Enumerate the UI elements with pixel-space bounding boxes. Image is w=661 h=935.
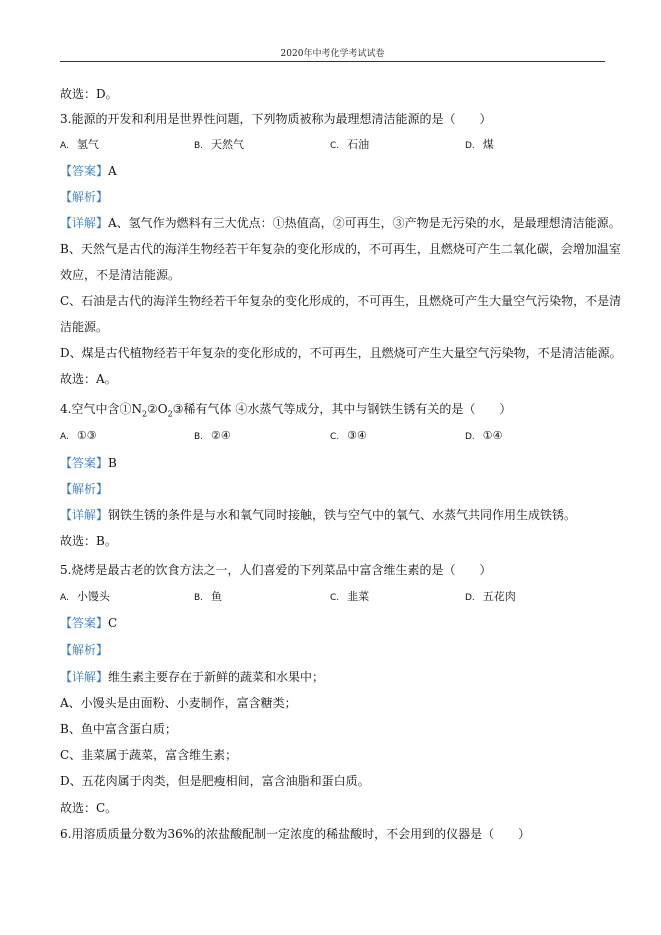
conclusion-q3: 故选：A。 xyxy=(60,372,117,386)
detail-q3-b: B、天然气是古代的海洋生物经若干年复杂的变化形成的，不可再生，且燃烧可产生二氧化碳，会增加温室 xyxy=(60,242,621,256)
option-q5-b: B. 鱼 xyxy=(194,590,223,603)
question-5: 5.烧烤是最古老的饮食方法之一，人们喜爱的下列菜品中富含维生素的是（ ） xyxy=(60,563,492,577)
option-q4-b: B. ②④ xyxy=(194,429,231,442)
answer-q3: 【答案】A xyxy=(60,164,117,178)
detail-q5-a: A、小馒头是由面粉、小麦制作，富含糖类； xyxy=(60,696,297,710)
question-4: 4.空气中含$①N_2②O_2③$稀有气体 ④水蒸气等成分，其中与钢铁生锈有关的是（ ） xyxy=(60,402,512,419)
analysis-q3: 【解析】 xyxy=(60,190,109,204)
detail-q5: 【详解】维生素主要存在于新鲜的蔬菜和水果中； xyxy=(60,670,325,684)
detail-q3-d: D、煤是古代植物经若干年复杂的变化形成的，不可再生，且燃烧可产生大量空气污染物，不是清洁能源。 xyxy=(60,346,622,360)
option-q5-c: C. 韭菜 xyxy=(330,590,370,603)
answer-q5: 【答案】C xyxy=(60,616,118,630)
detail-q5-b: B、鱼中富含蛋白质； xyxy=(60,722,177,736)
answer-q4: 【答案】B xyxy=(60,456,117,470)
header-divider xyxy=(60,61,605,62)
detail-q5-d: D、五花肉属于肉类，但是肥瘦相间，富含油脂和蛋白质。 xyxy=(60,774,370,788)
option-q3-a: A. 氢气 xyxy=(60,138,99,151)
detail-q4: 【详解】钢铁生锈的条件是与水和氧气同时接触，铁与空气中的氧气、水蒸气共同作用生成铁锈。 xyxy=(60,508,577,522)
conclusion-q4: 故选：B。 xyxy=(60,534,117,548)
option-q5-d: D. 五花肉 xyxy=(465,590,516,603)
question-6: 6.用溶质质量分数为36%的浓盐酸配制一定浓度的稀盐酸时，不会用到的仪器是（ ） xyxy=(60,827,531,841)
option-q4-a: A. ①③ xyxy=(60,429,97,442)
detail-q3-c: C、石油是古代的海洋生物经若干年复杂的变化形成的，不可再生，且燃烧可产生大量空气污染物，不是清 xyxy=(60,294,622,308)
option-q3-d: D. 煤 xyxy=(465,138,494,151)
detail-q3-b-cont: 效应，不是清洁能源。 xyxy=(60,268,181,282)
detail-q5-c: C、韭菜属于蔬菜，富含维生素； xyxy=(60,748,238,762)
conclusion-q2: 故选：D。 xyxy=(60,87,118,101)
analysis-q4: 【解析】 xyxy=(60,482,109,496)
header-title: 2020年中考化学考试试卷 xyxy=(280,49,385,59)
conclusion-q5: 故选：C。 xyxy=(60,801,118,815)
question-3: 3.能源的开发和利用是世界性问题，下列物质被称为最理想清洁能源的是（ ） xyxy=(60,112,492,126)
detail-q3-c-cont: 洁能源。 xyxy=(60,320,109,334)
option-q5-a: A. 小馒头 xyxy=(60,590,110,603)
option-q3-c: C. 石油 xyxy=(330,138,370,151)
detail-q3-a: 【详解】A、氢气作为燃料有三大优点：①热值高，②可再生，③产物是无污染的水，是最理想清洁能源。 xyxy=(60,216,621,230)
option-q4-c: C. ③④ xyxy=(330,429,367,442)
analysis-q5: 【解析】 xyxy=(60,643,109,657)
option-q3-b: B. 天然气 xyxy=(194,138,245,151)
option-q4-d: D. ①④ xyxy=(465,429,503,442)
